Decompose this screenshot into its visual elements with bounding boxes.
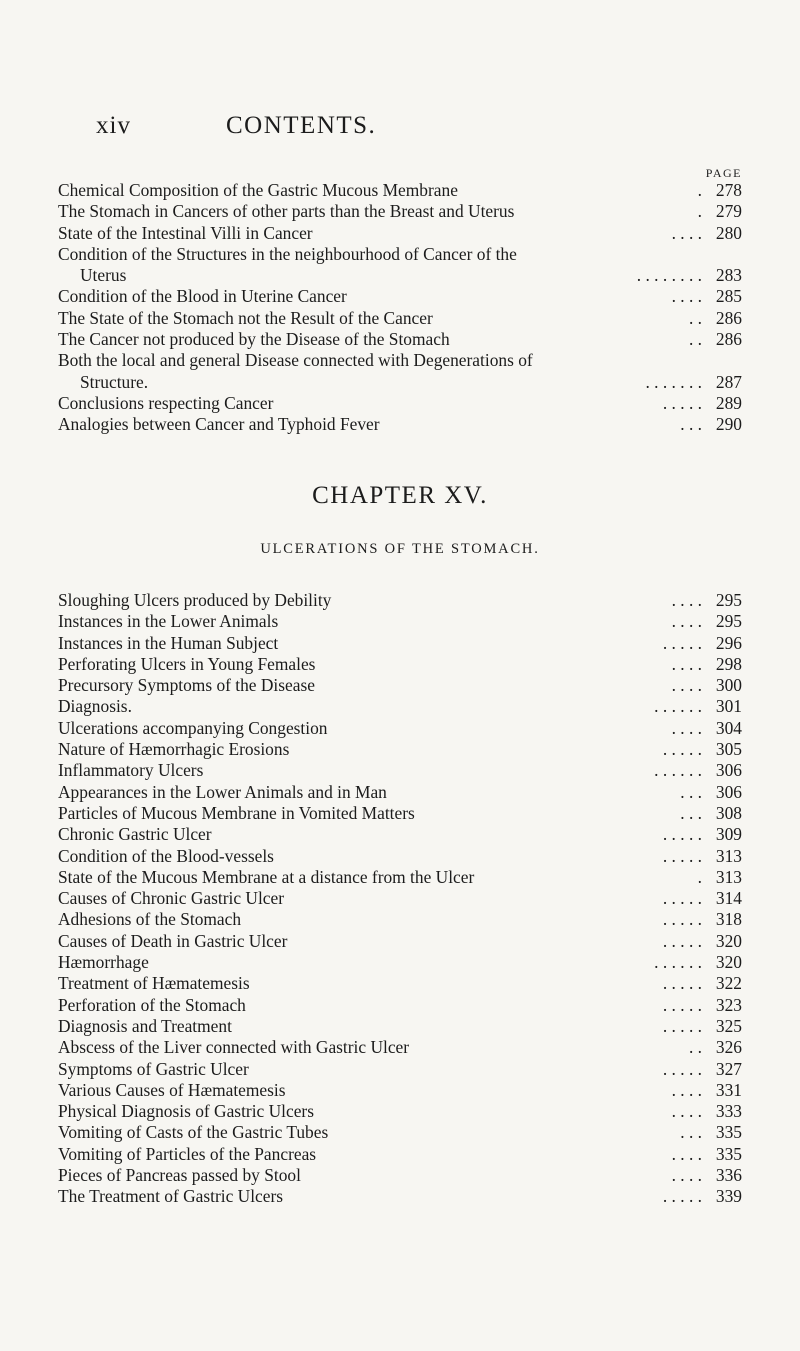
toc-entry-title: State of the Intestinal Villi in Cancer xyxy=(58,222,313,243)
toc-entry-leader-dots: . . . . xyxy=(671,1165,702,1186)
toc-list-chapter-xv xyxy=(58,590,742,1208)
toc-entry-leader-dots: . . . . . . xyxy=(654,696,702,717)
running-header xyxy=(96,112,756,142)
running-title: CONTENTS. xyxy=(226,112,377,139)
toc-entry xyxy=(58,718,742,739)
toc-entry-title: Instances in the Lower Animals xyxy=(58,611,279,632)
toc-entry-leader-dots: . . . . . xyxy=(662,845,702,866)
toc-entry xyxy=(58,824,742,845)
toc-entry-leader-dots: . . . xyxy=(680,414,702,435)
toc-entry xyxy=(58,350,742,371)
toc-entry-leader-dots: . . . . . xyxy=(662,1058,702,1079)
toc-entry-title: Nature of Hæmorrhagic Erosions xyxy=(58,739,290,760)
toc-entry xyxy=(58,329,742,350)
toc-entry xyxy=(58,803,742,824)
toc-entry-title: Various Causes of Hæmatemesis xyxy=(58,1079,286,1100)
toc-entry-leader-dots: . . . . xyxy=(671,611,702,632)
toc-entry-leader-dots: . . xyxy=(688,1037,702,1058)
toc-entry xyxy=(58,1186,742,1207)
toc-entry-leader-dots: . . . xyxy=(680,781,702,802)
toc-entry-page-number: 335 xyxy=(715,1122,742,1143)
toc-entry-leader-dots: . . . . xyxy=(671,1079,702,1100)
toc-entry xyxy=(58,931,742,952)
toc-entry-title: Causes of Death in Gastric Ulcer xyxy=(58,930,288,951)
toc-entry-page-number: 280 xyxy=(715,222,742,243)
toc-entry-leader-dots: . . . . . . xyxy=(654,952,702,973)
toc-entry-title: Conclusions respecting Cancer xyxy=(58,392,274,413)
toc-entry-page-number: 323 xyxy=(715,994,742,1015)
toc-entry-leader-dots: . . xyxy=(688,329,702,350)
toc-entry-title: Chemical Composition of the Gastric Mucous Membrane xyxy=(58,180,458,200)
toc-entry xyxy=(58,675,742,696)
toc-entry xyxy=(58,952,742,973)
toc-entry xyxy=(58,909,742,930)
toc-entry-title: Analogies between Cancer and Typhoid Fever xyxy=(58,414,380,435)
toc-entry-title: Precursory Symptoms of the Disease xyxy=(58,675,315,696)
toc-entry-page-number: 331 xyxy=(715,1079,742,1100)
toc-entry-leader-dots: . . . . xyxy=(671,222,702,243)
toc-entry-leader-dots: . . . . xyxy=(671,1143,702,1164)
toc-entry-leader-dots: . . . . . xyxy=(662,994,702,1015)
toc-entry-title: Structure. xyxy=(80,371,149,392)
toc-entry-leader-dots: . xyxy=(697,180,702,200)
toc-entry-title: Ulcerations accompanying Congestion xyxy=(58,717,328,738)
toc-entry xyxy=(58,973,742,994)
toc-entry xyxy=(58,1122,742,1143)
toc-entry xyxy=(58,995,742,1016)
toc-entry-title: Condition of the Blood-vessels xyxy=(58,845,274,866)
toc-entry-title: Adhesions of the Stomach xyxy=(58,909,242,930)
toc-entry-leader-dots: . . . . . xyxy=(662,739,702,760)
toc-entry-title: Vomiting of Casts of the Gastric Tubes xyxy=(58,1122,329,1143)
toc-entry-page-number: 314 xyxy=(715,888,742,909)
toc-entry-page-number: 308 xyxy=(715,802,742,823)
toc-entry xyxy=(58,308,742,329)
toc-entry-leader-dots: . . . . xyxy=(671,590,702,610)
toc-entry xyxy=(58,1059,742,1080)
toc-entry-page-number: 283 xyxy=(715,265,742,286)
toc-entry-title: Hæmorrhage xyxy=(58,952,149,973)
toc-entry-page-number: 306 xyxy=(715,760,742,781)
toc-entry-page-number: 320 xyxy=(715,930,742,951)
toc-entry-page-number: 278 xyxy=(715,180,742,200)
toc-entry-page-number: 320 xyxy=(715,952,742,973)
toc-entry-title: State of the Mucous Membrane at a distance from the Ulcer xyxy=(58,866,475,887)
toc-entry-page-number: 295 xyxy=(715,590,742,610)
page-column-heading: PAGE xyxy=(705,166,742,180)
toc-entry-title: Appearances in the Lower Animals and in Man xyxy=(58,781,387,802)
toc-entry-page-number: 298 xyxy=(715,653,742,674)
toc-entry-title: Causes of Chronic Gastric Ulcer xyxy=(58,888,285,909)
toc-entry xyxy=(58,760,742,781)
toc-entry-leader-dots: . . . . . . . xyxy=(645,371,702,392)
toc-entry-leader-dots: . . . . . xyxy=(662,973,702,994)
toc-entry xyxy=(58,654,742,675)
toc-entry-page-number: 296 xyxy=(715,632,742,653)
toc-entry-page-number: 295 xyxy=(715,611,742,632)
toc-entry-title: Inflammatory Ulcers xyxy=(58,760,204,781)
toc-entry-leader-dots: . . . . xyxy=(671,717,702,738)
toc-entry-page-number: 339 xyxy=(715,1186,742,1207)
toc-entry xyxy=(58,782,742,803)
toc-entry-leader-dots: . . . . . xyxy=(662,888,702,909)
toc-entry-title: Diagnosis. xyxy=(58,696,132,717)
toc-entry-page-number: 313 xyxy=(715,866,742,887)
toc-entry xyxy=(58,393,742,414)
toc-entry-leader-dots: . . . . . xyxy=(662,392,702,413)
toc-entry-title: Symptoms of Gastric Ulcer xyxy=(58,1058,249,1079)
toc-entry-title: Physical Diagnosis of Gastric Ulcers xyxy=(58,1101,314,1122)
toc-entry xyxy=(58,201,742,222)
toc-entry-page-number: 289 xyxy=(715,392,742,413)
toc-entry xyxy=(58,1144,742,1165)
toc-entry-leader-dots: . . . . xyxy=(671,653,702,674)
toc-entry-page-number: 336 xyxy=(715,1165,742,1186)
toc-entry xyxy=(58,739,742,760)
toc-entry-page-number: 327 xyxy=(715,1058,742,1079)
toc-entry xyxy=(58,696,742,717)
toc-entry xyxy=(58,244,742,265)
toc-entry-page-number: 313 xyxy=(715,845,742,866)
toc-entry-title: Sloughing Ulcers produced by Debility xyxy=(58,590,332,610)
toc-entry xyxy=(58,1037,742,1058)
toc-entry xyxy=(58,611,742,632)
toc-entry-page-number: 279 xyxy=(715,201,742,222)
toc-entry xyxy=(58,590,742,611)
toc-entry-title: Treatment of Hæmatemesis xyxy=(58,973,250,994)
toc-entry-leader-dots: . . . . xyxy=(671,286,702,307)
toc-entry xyxy=(58,180,742,201)
toc-entry-page-number: 285 xyxy=(715,286,742,307)
toc-entry-title: The State of the Stomach not the Result of the Cancer xyxy=(58,307,433,328)
toc-entry xyxy=(58,223,742,244)
toc-entry-title: Pieces of Pancreas passed by Stool xyxy=(58,1165,301,1186)
toc-entry-leader-dots: . . . . . xyxy=(662,1186,702,1207)
toc-entry xyxy=(58,1165,742,1186)
toc-entry-leader-dots: . . . . xyxy=(671,1101,702,1122)
toc-entry-title: Uterus xyxy=(80,265,127,286)
toc-entry-page-number: 333 xyxy=(715,1101,742,1122)
toc-entry-leader-dots: . . xyxy=(688,307,702,328)
toc-entry-title: The Treatment of Gastric Ulcers xyxy=(58,1186,284,1207)
toc-entry xyxy=(58,846,742,867)
toc-entry-title: Abscess of the Liver connected with Gastric Ulcer xyxy=(58,1037,410,1058)
toc-entry-leader-dots: . . . . . xyxy=(662,824,702,845)
toc-entry xyxy=(58,414,742,435)
toc-entry xyxy=(58,1101,742,1122)
toc-entry-title: The Stomach in Cancers of other parts than the Breast and Uterus xyxy=(58,201,515,222)
toc-entry-page-number: 286 xyxy=(715,307,742,328)
toc-entry-title: Chronic Gastric Ulcer xyxy=(58,824,212,845)
toc-entry-leader-dots: . . . . . xyxy=(662,930,702,951)
toc-entry xyxy=(58,1016,742,1037)
toc-entry-leader-dots: . . . . . . . . xyxy=(636,265,702,286)
toc-entry-title: Condition of the Blood in Uterine Cancer xyxy=(58,286,347,307)
toc-entry-title: The Cancer not produced by the Disease of the Stomach xyxy=(58,329,450,350)
toc-entry xyxy=(58,1080,742,1101)
toc-entry-page-number: 318 xyxy=(715,909,742,930)
toc-entry xyxy=(58,633,742,654)
toc-entry-leader-dots: . xyxy=(697,866,702,887)
toc-entry-leader-dots: . . . . . xyxy=(662,632,702,653)
toc-entry-leader-dots: . . . . . xyxy=(662,909,702,930)
toc-entry-leader-dots: . . . . . . xyxy=(654,760,702,781)
toc-entry-title: Diagnosis and Treatment xyxy=(58,1015,232,1036)
toc-entry-leader-dots: . . . . . xyxy=(662,1015,702,1036)
toc-entry-leader-dots: . . . . xyxy=(671,675,702,696)
toc-entry-page-number: 309 xyxy=(715,824,742,845)
chapter-title: CHAPTER XV. xyxy=(312,482,488,509)
toc-entry-page-number: 305 xyxy=(715,739,742,760)
toc-entry-title: Perforation of the Stomach xyxy=(58,994,246,1015)
toc-entry-leader-dots: . . . xyxy=(680,802,702,823)
toc-entry-title: Both the local and general Disease connected with Degenerations of xyxy=(58,350,533,371)
toc-entry-title: Particles of Mucous Membrane in Vomited Matters xyxy=(58,802,415,823)
toc-entry-page-number: 300 xyxy=(715,675,742,696)
page-folio: xiv xyxy=(96,112,131,139)
toc-entry-leader-dots: . xyxy=(697,201,702,222)
toc-entry-page-number: 325 xyxy=(715,1015,742,1036)
toc-entry xyxy=(58,867,742,888)
toc-entry-page-number: 306 xyxy=(715,781,742,802)
toc-entry xyxy=(58,372,742,393)
toc-entry-leader-dots: . . . xyxy=(680,1122,702,1143)
toc-entry xyxy=(58,286,742,307)
toc-entry-page-number: 290 xyxy=(715,414,742,435)
chapter-subtitle: ULCERATIONS OF THE STOMACH. xyxy=(260,541,540,557)
toc-entry-page-number: 301 xyxy=(715,696,742,717)
toc-entry-title: Condition of the Structures in the neighbourhood of Cancer of the xyxy=(58,243,517,264)
toc-list-previous-chapter xyxy=(58,180,742,436)
toc-entry-title: Perforating Ulcers in Young Females xyxy=(58,653,316,674)
toc-entry-page-number: 335 xyxy=(715,1143,742,1164)
toc-entry-page-number: 304 xyxy=(715,717,742,738)
toc-entry-page-number: 286 xyxy=(715,329,742,350)
toc-entry-title: Vomiting of Particles of the Pancreas xyxy=(58,1143,317,1164)
toc-entry-page-number: 287 xyxy=(715,371,742,392)
toc-entry-page-number: 326 xyxy=(715,1037,742,1058)
toc-entry xyxy=(58,265,742,286)
toc-entry-title: Instances in the Human Subject xyxy=(58,632,279,653)
toc-entry-page-number: 322 xyxy=(715,973,742,994)
toc-entry xyxy=(58,888,742,909)
